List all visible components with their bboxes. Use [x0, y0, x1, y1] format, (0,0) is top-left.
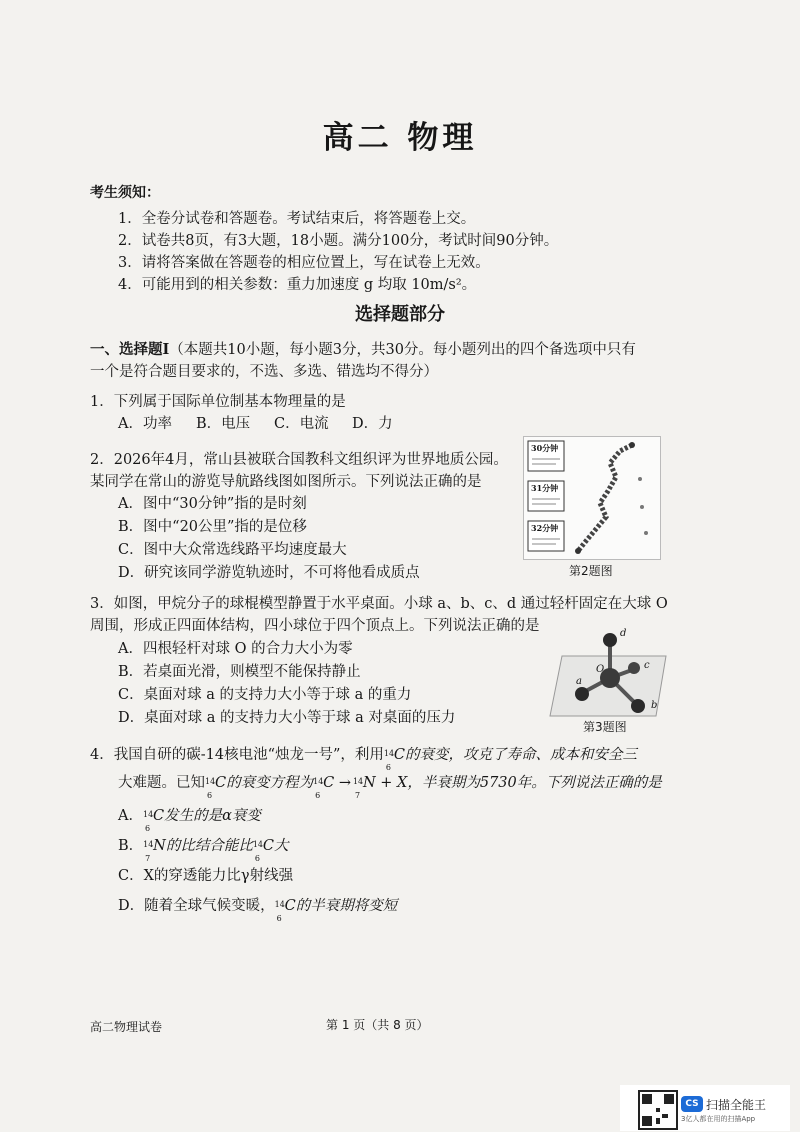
iso-mass: 14 — [143, 840, 154, 849]
q3-stem-line1: 3．如图，甲烷分子的球棍模型静置于水平桌面。小球 a、b、c、d 通过轻杆固定在大球 O — [90, 596, 668, 612]
q3-caption: 第3题图 — [583, 720, 627, 734]
q1-option-a: A．功率 — [118, 416, 172, 432]
part1-header — [90, 338, 636, 359]
iso-mass: 14 — [205, 777, 216, 786]
q4-text: C → — [323, 775, 351, 791]
q1-option-b: B．电压 — [196, 416, 251, 432]
q1-stem: 1．下列属于国际单位制基本物理量的是 — [90, 394, 346, 410]
notice-item: 1．全卷分试卷和答题卷。考试结束后，将答题卷上交。 — [118, 211, 476, 227]
q2-stem-line2: 某同学在常山的游览导航路线图如图所示。下列说法正确的是 — [90, 474, 482, 490]
q4-text: N + X，半衰期为5730年。下列说法正确的是 — [362, 775, 662, 791]
q4-text: C发生的是α衰变 — [152, 808, 261, 824]
q4-text: C的半衰期将变短 — [284, 898, 398, 914]
iso-num: 6 — [315, 791, 321, 800]
q4-option-d — [118, 894, 398, 923]
notice-item: 3．请将答案做在答题卷的相应位置上，写在试卷上无效。 — [118, 255, 490, 271]
iso-mass: 14 — [274, 900, 285, 909]
q2-map-graphic — [524, 437, 660, 559]
page-title: 高二 物理 — [322, 120, 478, 156]
q4-text: N的比结合能比 — [153, 838, 253, 854]
scanner-app-name: 扫描全能王 — [706, 1098, 767, 1112]
q3-methane-figure — [548, 628, 670, 720]
q3-option-a: A．四根轻杆对球 O 的合力大小为零 — [118, 641, 353, 657]
notice-heading: 考生须知： — [90, 185, 160, 201]
scanner-tagline: 3亿人都在用的扫描App — [681, 1115, 756, 1123]
q4-text: C的衰变方程为 — [215, 775, 314, 791]
q2-option-c: C．图中大众常选线路平均速度最大 — [118, 542, 347, 558]
q4-text: 4．我国自研的碳-14核电池“烛龙一号”，利用 — [90, 747, 384, 763]
q2-map-figure — [523, 436, 661, 560]
map-label-route2: 31分钟 — [531, 483, 559, 493]
q2-option-d: D．研究该同学游览轨迹时，不可将他看成质点 — [118, 565, 420, 581]
q4-text: 大难题。已知 — [118, 775, 205, 791]
fig-label-a: a — [576, 676, 582, 687]
fig-label-o: O — [596, 664, 605, 675]
q4-text: B． — [118, 838, 144, 854]
q4-stem-line1 — [90, 743, 637, 772]
notice-item: 4．可能用到的相关参数：重力加速度 g 均取 10m/s²。 — [118, 277, 477, 293]
fig-label-b: b — [651, 700, 658, 711]
camscanner-logo-icon: CS — [681, 1096, 703, 1112]
footer-left: 高二物理试卷 — [90, 1020, 163, 1034]
q4-text: D．随着全球气候变暖， — [118, 898, 275, 914]
q3-option-c: C．桌面对球 a 的支持力大小等于球 a 的重力 — [118, 687, 412, 703]
map-label-route3: 32分钟 — [531, 523, 559, 533]
q4-stem-line2 — [118, 771, 662, 800]
q3-stem-line2: 周围，形成正四面体结构，四小球位于四个顶点上。下列说法正确的是 — [90, 618, 540, 634]
section-title: 选择题部分 — [355, 304, 445, 325]
q2-option-b: B．图中“20公里”指的是位移 — [118, 519, 307, 535]
iso-num: 6 — [207, 791, 213, 800]
iso-num: 6 — [385, 763, 391, 772]
part1-label: 一、选择题Ⅰ — [90, 341, 170, 358]
part1-desc-cont: 一个是符合题目要求的，不选、多选、错选均不得分） — [90, 364, 438, 380]
q2-stem-line1: 2．2026年4月，常山县被联合国教科文组织评为世界地质公园。 — [90, 452, 508, 468]
q1-options — [118, 412, 393, 433]
q2-caption: 第2题图 — [569, 564, 613, 578]
q4-option-b — [118, 834, 289, 863]
q4-text: C大 — [262, 838, 289, 854]
q4-text: A． — [118, 808, 143, 824]
notice-item: 2．试卷共8页，有3大题，18小题。满分100分，考试时间90分钟。 — [118, 233, 559, 249]
q3-option-b: B．若桌面光滑，则模型不能保持静止 — [118, 664, 361, 680]
iso-num: 7 — [145, 854, 151, 863]
iso-num: 7 — [354, 791, 361, 800]
map-label-route1: 30分钟 — [531, 443, 559, 453]
iso-num: 6 — [276, 914, 282, 923]
iso-num: 6 — [254, 854, 260, 863]
q1-option-d: D．力 — [352, 416, 393, 432]
fig-label-d: d — [620, 628, 627, 639]
q4-option-c: C．X的穿透能力比γ射线强 — [118, 868, 294, 884]
iso-mass: 14 — [142, 810, 154, 819]
q3-option-d: D．桌面对球 a 的支持力大小等于球 a 对桌面的压力 — [118, 710, 456, 726]
iso-mass: 14 — [313, 777, 324, 786]
part1-desc: （本题共10小题，每小题3分，共30分。每小题列出的四个备选项中只有 — [169, 342, 636, 358]
q4-option-a — [118, 804, 261, 833]
iso-mass: 14 — [383, 749, 395, 758]
iso-mass: 14 — [252, 840, 264, 849]
footer-page: 第 1 页（共 8 页） — [326, 1018, 429, 1032]
iso-mass: 14 — [352, 777, 364, 786]
q1-option-c: C．电流 — [274, 416, 329, 432]
fig-label-c: c — [644, 660, 650, 671]
qr-code-icon — [638, 1090, 678, 1130]
q2-option-a: A．图中“30分钟”指的是时刻 — [118, 496, 307, 512]
q4-text: C的衰变，攻克了寿命、成本和安全三 — [393, 747, 637, 763]
iso-num: 6 — [144, 824, 151, 833]
